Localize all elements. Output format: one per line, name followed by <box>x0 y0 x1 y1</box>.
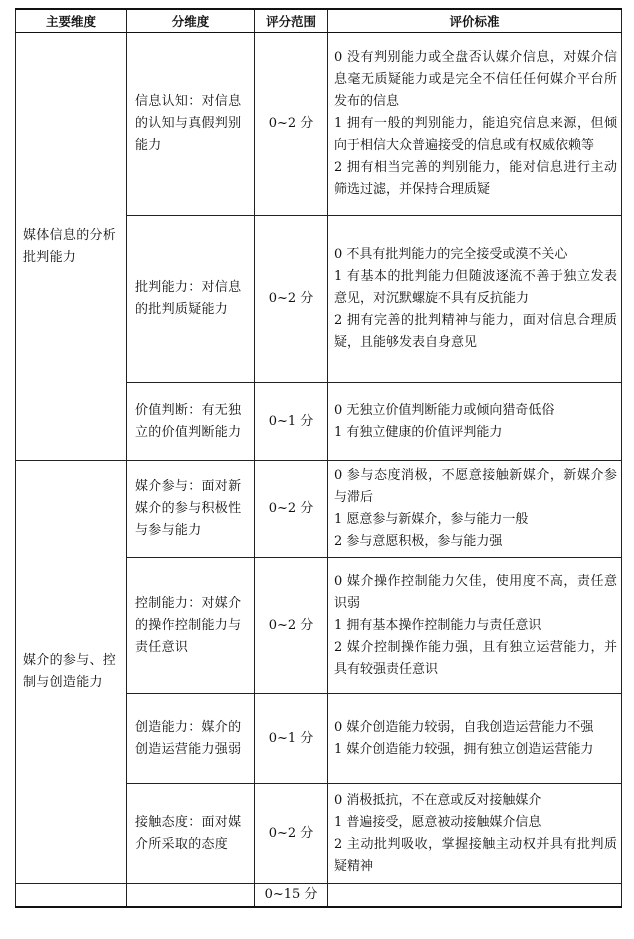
criteria-line: 2 拥有相当完善的判别能力，能对信息进行主动筛选过滤，并保持合理质疑 <box>334 160 617 197</box>
score-range-cell: 0~2 分 <box>255 216 328 383</box>
score-range-cell: 0~2 分 <box>255 461 328 558</box>
criteria-line: 0 媒介操作控制能力欠佳，使用度不高，责任意识弱 <box>334 573 617 611</box>
score-range-cell: 0~2 分 <box>255 558 328 694</box>
criteria-line: 0 无独立价值判断能力或倾向猎奇低俗 <box>334 402 555 418</box>
score-range-cell: 0~1 分 <box>255 383 328 461</box>
evaluation-table <box>15 8 622 908</box>
criteria-line: 1 愿意参与新媒介，参与能力一般 <box>334 512 529 527</box>
header-main-dimension: 主要维度 <box>16 9 127 33</box>
criteria-line: 0 媒介创造能力较弱，自我创造运营能力不强 <box>334 719 594 735</box>
sub-dimension-cell: 接触态度：面对媒介所采取的态度 <box>127 784 255 884</box>
criteria-line: 2 参与意愿积极，参与能力强 <box>334 534 503 549</box>
sub-dimension-cell: 控制能力：对媒介的操作控制能力与责任意识 <box>127 558 255 694</box>
criteria-line: 0 没有判别能力或全盘否认媒介信息，对媒介信息毫无质疑能力或是完全不信任任何媒介平台所发布的信息 <box>334 50 617 109</box>
total-empty-cell <box>328 884 622 908</box>
criteria-line: 0 参与态度消极，不愿意接触新媒介，新媒介参与滞后 <box>334 468 617 505</box>
score-range-cell: 0~1 分 <box>255 694 328 784</box>
sub-dimension-cell: 批判能力：对信息的批判质疑能力 <box>127 216 255 383</box>
table-wrapper <box>15 8 621 908</box>
sub-dimension-cell: 信息认知：对信息的认知与真假判别能力 <box>127 33 255 216</box>
score-range-cell: 0~2 分 <box>255 33 328 216</box>
criteria-line: 1 有基本的批判能力但随波逐流不善于独立发表意见，对沉默螺旋不具有反抗能力 <box>334 269 617 306</box>
criteria-line: 1 有独立健康的价值评判能力 <box>334 424 503 440</box>
total-row <box>16 884 622 908</box>
criteria-line: 1 拥有基本操作控制能力与责任意识 <box>334 617 542 633</box>
total-score-cell: 0~15 分 <box>255 884 328 908</box>
header-sub-dimension: 分维度 <box>127 9 255 33</box>
criteria-cell <box>328 558 622 694</box>
criteria-line: 1 拥有一般的判别能力，能追究信息来源，但倾向于相信大众普遍接受的信息或有权威依赖等 <box>334 116 617 153</box>
criteria-cell <box>328 694 622 784</box>
criteria-cell <box>328 33 622 216</box>
main-dimension-cell: 媒体信息的分析批判能力 <box>16 33 127 461</box>
table-row <box>16 461 622 558</box>
score-range-cell: 0~2 分 <box>255 784 328 884</box>
criteria-line: 0 消极抵抗，不在意或反对接触媒介 <box>334 792 542 808</box>
table-row <box>16 33 622 216</box>
sub-dimension-cell: 创造能力：媒介的创造运营能力强弱 <box>127 694 255 784</box>
criteria-cell <box>328 216 622 383</box>
header-row <box>16 9 622 33</box>
criteria-line: 1 媒介创造能力较强，拥有独立创造运营能力 <box>334 741 594 757</box>
criteria-cell <box>328 461 622 558</box>
criteria-cell <box>328 784 622 884</box>
header-score-range: 评分范围 <box>255 9 328 33</box>
sub-dimension-cell: 价值判断：有无独立的价值判断能力 <box>127 383 255 461</box>
criteria-line: 2 媒介控制操作能力强，且有独立运营能力，并具有较强责任意识 <box>334 639 617 677</box>
criteria-line: 2 拥有完善的批判精神与能力，面对信息合理质疑，且能够发表自身意见 <box>334 313 617 350</box>
criteria-line: 0 不具有批判能力的完全接受或漠不关心 <box>334 247 568 262</box>
criteria-line: 2 主动批判吸收，掌握接触主动权并具有批判质疑精神 <box>334 836 617 874</box>
main-dimension-cell: 媒介的参与、控制与创造能力 <box>16 461 127 884</box>
total-empty-cell <box>16 884 127 908</box>
criteria-line: 1 普遍接受，愿意被动接触媒介信息 <box>334 814 542 830</box>
criteria-cell <box>328 383 622 461</box>
total-empty-cell <box>127 884 255 908</box>
header-criteria: 评价标准 <box>328 9 622 33</box>
sub-dimension-cell: 媒介参与：面对新媒介的参与积极性与参与能力 <box>127 461 255 558</box>
